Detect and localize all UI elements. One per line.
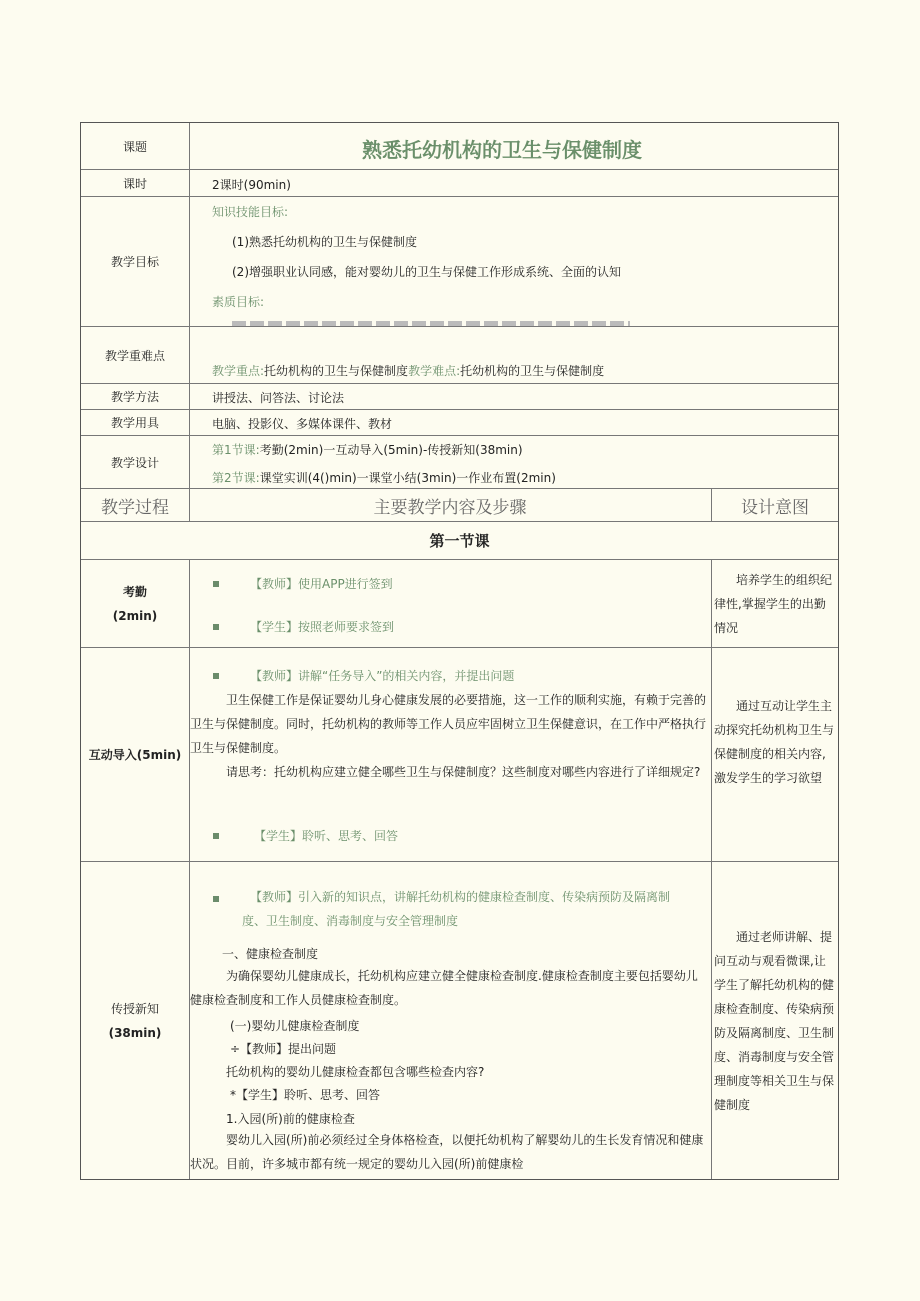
design-lesson-1: 第1节课:考勤(2min)一互动导入(5min)-传授新知(38min) [212,443,523,457]
teach-row [81,862,838,1179]
hours-row [81,170,838,197]
intro-teacher: 【教师】讲解“任务导入”的相关内容，并提出问题 [250,669,515,683]
intro-student: 【学生】聆听、思考、回答 [254,829,399,843]
teach-heading-2: (一)婴幼儿健康检查制度 [230,1019,360,1033]
hours-value: 2课时(90min) [212,178,291,192]
topic-label: 课题 [81,123,190,169]
intro-row [81,648,838,862]
design-lesson-2: 第2节课:课堂实训(4()min)一课堂小结(3min)一作业布置(2min) [212,471,556,485]
design-row [81,436,838,489]
tools-row [81,410,838,436]
quality-goal-heading: 素质目标: [212,295,265,309]
goal-item-1: (1)熟悉托幼机构的卫生与保健制度 [232,235,417,249]
goals-label: 教学目标 [81,197,190,326]
bullet-icon [213,581,219,587]
key-points-row [81,327,838,384]
design-label: 教学设计 [81,436,190,488]
attendance-row [81,560,838,648]
teach-time: (38min) [108,1025,162,1040]
teach-label-cell [81,862,190,1179]
intro-label: 互动导入(5min) [81,648,190,861]
skill-goal-heading: 知识技能目标: [212,205,289,219]
teach-heading-3: 1.入园(所)前的健康检查 [226,1112,355,1126]
design-col-header: 设计意图 [711,489,838,521]
intro-paragraph-1: 卫生保健工作是保证婴幼儿身心健康发展的必要措施，这一工作的顺利实施，有赖于完善的卫生与保健制度。同时，托幼机构的教师等工作人员应牢固树立卫生保健意识，在工作中严格执行卫生与保健制度。 [190,693,707,755]
bullet-icon [213,624,219,630]
question-text: 托幼机构的婴幼儿健康检查都包含哪些检查内容? [226,1065,485,1079]
clipped-text-fragment [232,321,630,326]
attendance-teacher: 【教师】使用APP进行签到 [250,577,393,591]
method-row [81,384,838,410]
topic-value-cell [190,123,838,169]
process-col-header: 教学过程 [81,489,190,521]
teach-heading-1: 一、健康检查制度 [222,947,319,961]
attendance-student: 【学生】按照老师要求签到 [250,620,395,634]
goal-item-2: (2)增强职业认同感，能对婴幼儿的卫生与保健工作形成系统、全面的认知 [232,265,622,279]
lesson-plan-table [80,122,839,1180]
question-teacher: ÷【教师】提出问题 [230,1042,337,1056]
bullet-icon [213,673,219,679]
teach-label: 传授新知 [110,1001,159,1016]
intro-design: 通过互动让学生主动探究托幼机构卫生与保健制度的相关内容,激发学生的学习欲望 [714,699,835,785]
attendance-design: 培养学生的组织纪律性,掌握学生的出勤情况 [714,573,833,635]
bullet-icon [213,833,219,839]
teach-paragraph-1: 为确保婴幼儿健康成长，托幼机构应建立健全健康检查制度.健康检查制度主要包括婴幼儿健康检查制度和工作人员健康检查制度。 [190,969,698,1007]
question-student: *【学生】聆听、思考、回答 [230,1088,381,1102]
goals-row [81,197,838,327]
bullet-icon [213,896,219,902]
attendance-label-cell [81,560,190,647]
attendance-time: (2min) [112,608,158,623]
hours-label: 课时 [81,170,190,196]
process-header-row [81,489,838,522]
attendance-label: 考勤 [122,584,147,599]
method-label: 教学方法 [81,384,190,409]
content-col-header: 主要教学内容及步骤 [373,497,527,518]
intro-paragraph-2: 请思考：托幼机构应建立健全哪些卫生与保健制度？这些制度对哪些内容进行了详细规定? [226,765,701,779]
teach-paragraph-2: 婴幼儿入园(所)前必须经过全身体格检查，以便托幼机构了解婴幼儿的生长发育情况和健康状况。目前，许多城市都有统一规定的婴幼儿入园(所)前健康检 [190,1133,704,1171]
teach-design: 通过老师讲解、提问互动与观看微课,让学生了解托幼机构的健康检查制度、传染病预防及隔离制度、卫生制度、消毒制度与安全管理制度等相关卫生与保健制度 [714,930,835,1112]
method-value: 讲授法、问答法、讨论法 [212,391,345,405]
key-points-text: 教学重点:托幼机构的卫生与保健制度教学难点:托幼机构的卫生与保健制度 [212,364,605,378]
key-points-label: 教学重难点 [81,327,190,383]
page-title: 熟悉托幼机构的卫生与保健制度 [362,138,642,162]
section-title: 第一节课 [81,522,838,560]
tools-label: 教学用具 [81,410,190,435]
topic-row [81,123,838,170]
tools-value: 电脑、投影仪、多媒体课件、教材 [212,417,393,431]
teach-teacher: 【教师】引入新的知识点，讲解托幼机构的健康检查制度、传染病预防及隔离制度、卫生制度、消毒制度与安全管理制度 [242,890,671,928]
